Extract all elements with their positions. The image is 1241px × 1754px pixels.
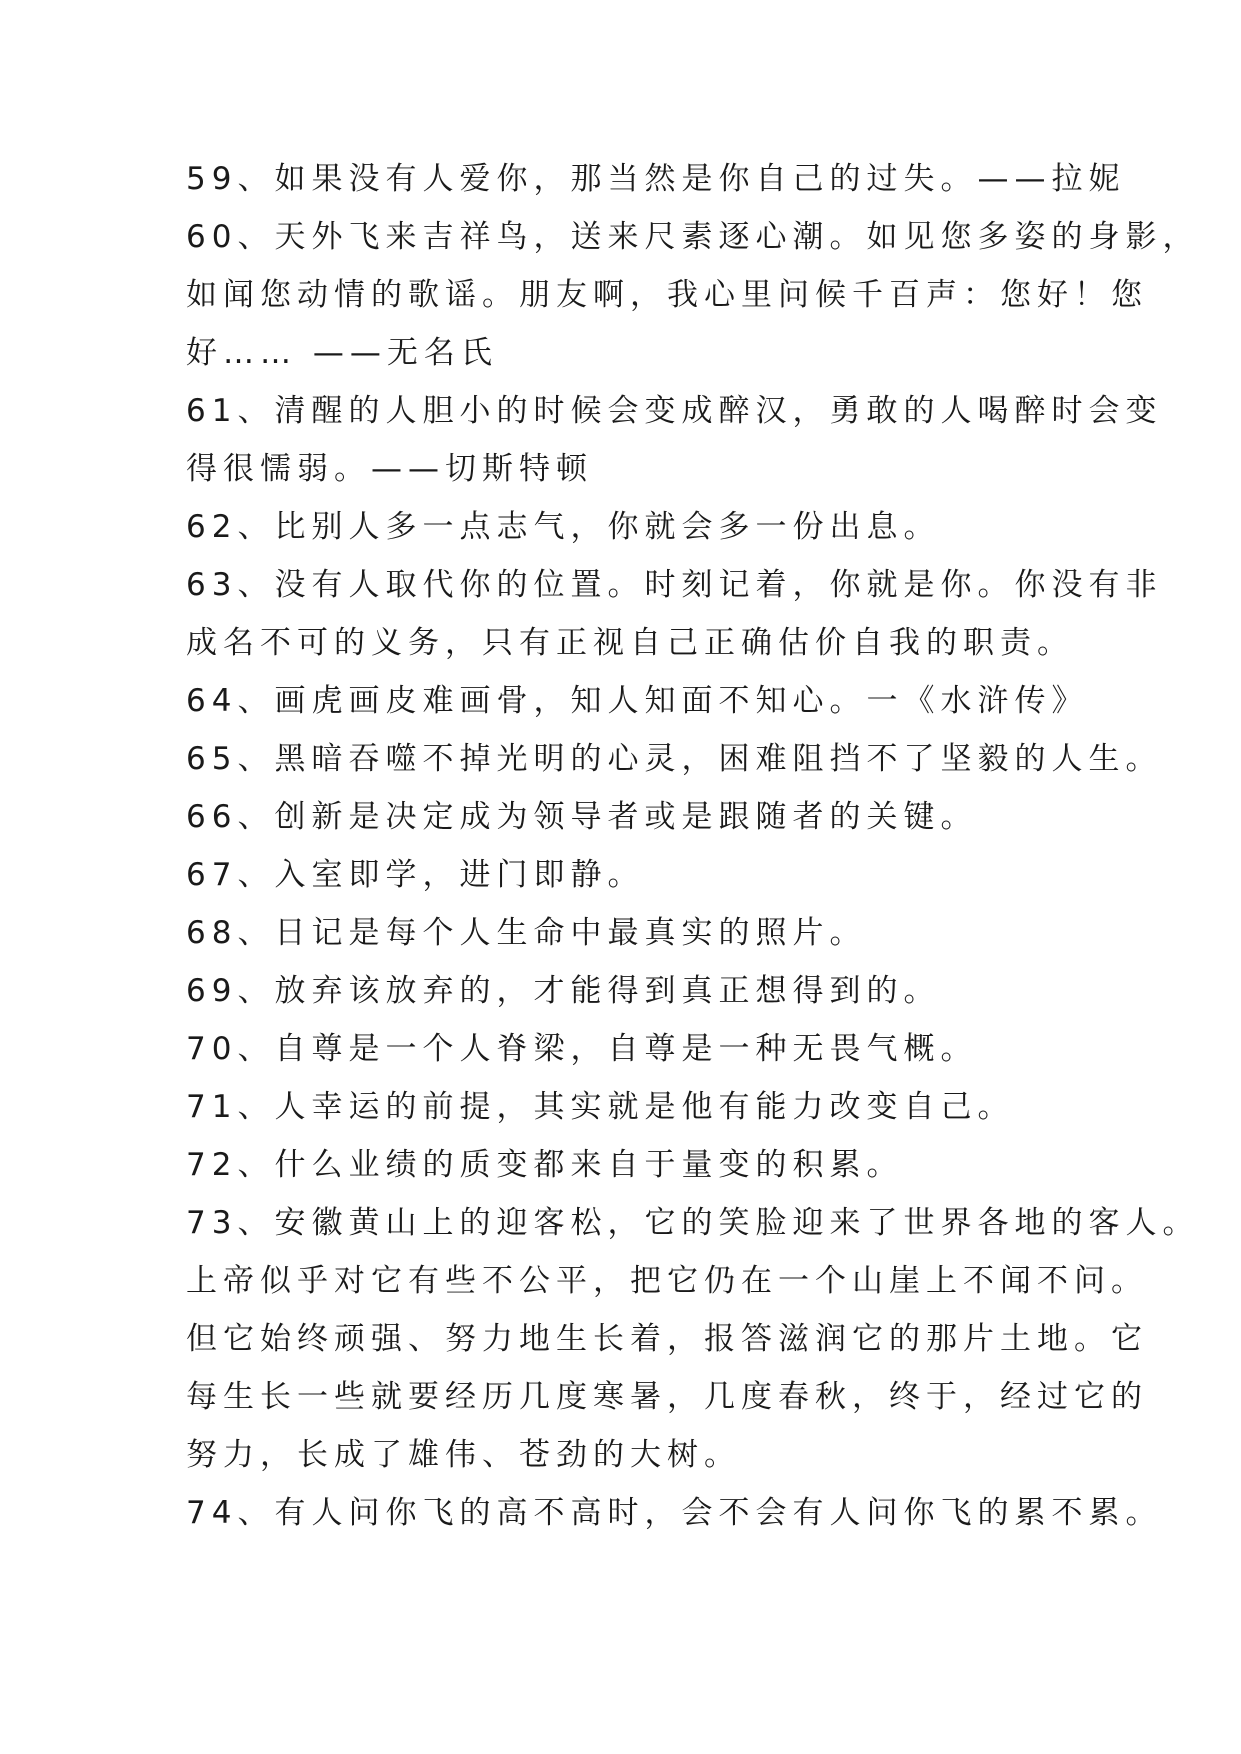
text-line: 每生长一些就要经历几度寒暑，几度春秋，终于，经过它的 [186,1379,1148,1415]
text-line: 如闻您动情的歌谣。朋友啊，我心里问候千百声：您好！您 [186,277,1148,313]
text-line: 好…… ——无名氏 [186,335,498,371]
text-line: 59、如果没有人爱你，那当然是你自己的过失。——拉妮 [186,161,1126,197]
text-line: 65、黑暗吞噬不掉光明的心灵，困难阻挡不了坚毅的人生。 [186,741,1163,777]
text-line: 71、人幸运的前提，其实就是他有能力改变自己。 [186,1089,1015,1125]
text-line: 69、放弃该放弃的，才能得到真正想得到的。 [186,973,941,1009]
text-line: 64、画虎画皮难画骨，知人知面不知心。一《水浒传》 [186,683,1089,719]
text-line: 73、安徽黄山上的迎客松，它的笑脸迎来了世界各地的客人。 [186,1205,1200,1241]
text-line: 上帝似乎对它有些不公平，把它仍在一个山崖上不闻不问。 [186,1263,1148,1299]
text-line: 60、天外飞来吉祥鸟，送来尺素逐心潮。如见您多姿的身影， [186,219,1200,255]
text-line: 67、入室即学，进门即静。 [186,857,645,893]
quote-list [186,150,1200,1542]
text-line: 72、什么业绩的质变都来自于量变的积累。 [186,1147,904,1183]
text-line: 得很懦弱。——切斯特顿 [186,451,593,487]
text-line: 70、自尊是一个人脊梁，自尊是一种无畏气概。 [186,1031,978,1067]
text-line: 62、比别人多一点志气，你就会多一份出息。 [186,509,941,545]
text-line: 74、有人问你飞的高不高时，会不会有人问你飞的累不累。 [186,1495,1163,1531]
text-line: 努力，长成了雄伟、苍劲的大树。 [186,1437,741,1473]
text-line: 61、清醒的人胆小的时候会变成醉汉，勇敢的人喝醉时会变 [186,393,1163,429]
text-line: 68、日记是每个人生命中最真实的照片。 [186,915,867,951]
text-line: 66、创新是决定成为领导者或是跟随者的关键。 [186,799,978,835]
text-line: 成名不可的义务，只有正视自己正确估价自我的职责。 [186,625,1074,661]
text-line: 63、没有人取代你的位置。时刻记着，你就是你。你没有非 [186,567,1163,603]
text-line: 但它始终顽强、努力地生长着，报答滋润它的那片土地。它 [186,1321,1148,1357]
